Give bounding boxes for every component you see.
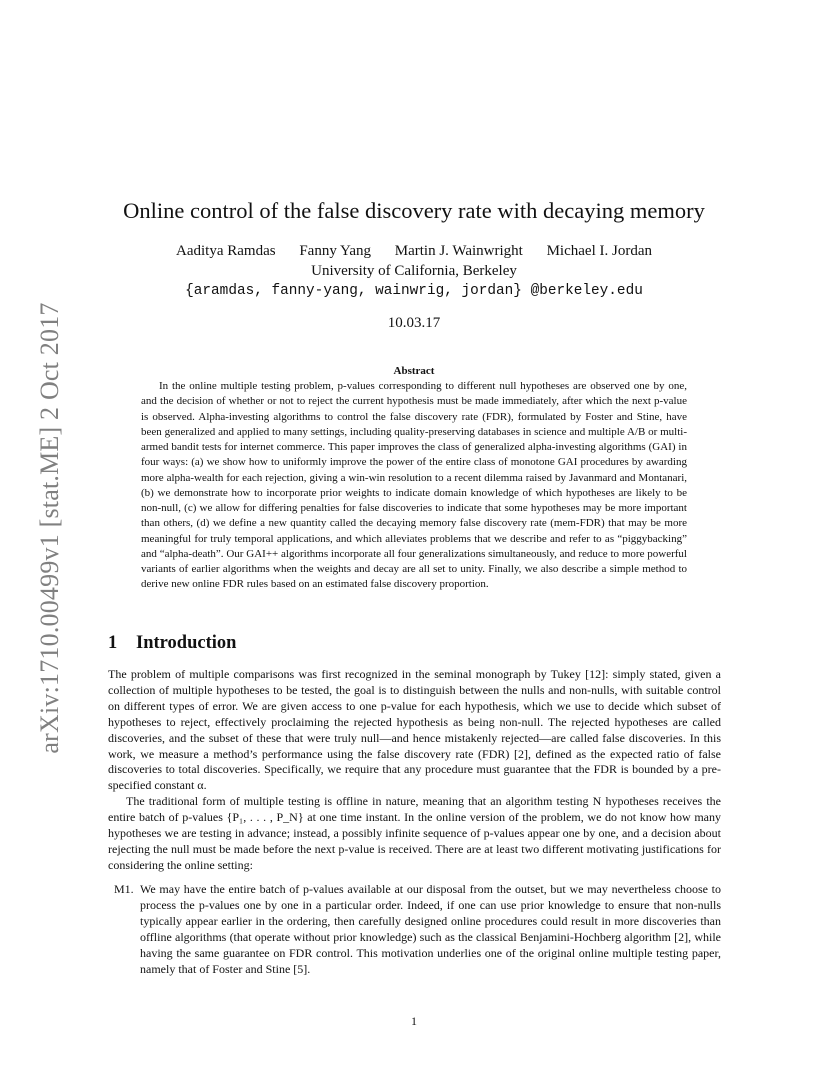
paragraph: The traditional form of multiple testing is offline in nature, meaning that an algorithm testing N hypotheses receives the entire batch of p-values {P₁, . . . , P_N} at one time instant. In the online version of the problem, we do not know how many hypotheses we are testing in advance; instead, a possibly infinite sequence of p-values appear one by one, and a decision about rejecting the null must be made before the next p-value is received. There are at least two different motivating justifications for considering the online setting: [108,794,721,872]
author-name: Fanny Yang [299,243,371,259]
paper-title: Online control of the false discovery rate with decaying memory [123,198,705,223]
section-heading [108,632,236,654]
page-number: 1 [411,1014,417,1028]
author-list [0,242,828,261]
list-item-label: M1. [114,882,134,896]
paragraph: The problem of multiple comparisons was first recognized in the seminal monograph by Tukey [12]: simply stated, given a collection of multiple hypotheses to be tested, the goal is to distinguish between the nulls and non-nulls, with suitable control on different types of error. We are given access to one p-value for each hypothesis, which we use to decide which subset of hypotheses to reject, effectively proclaiming the rejected hypothesis as being non-null. The rejected hypotheses are called discoveries, and the subset of these that were truly null—and hence mistakenly rejected—are called false discoveries. In this work, we measure a method’s performance using the false discovery rate (FDR) [2], defined as the expected ratio of false discoveries to total discoveries. Specifically, we require that any procedure must guarantee that the FDR is bounded by a pre-specified constant α. [108,667,721,793]
list-item [114,882,721,977]
author-name: Martin J. Wainwright [394,243,523,259]
affiliation: University of California, Berkeley [311,263,517,279]
paper-date: 10.03.17 [387,315,441,331]
author-emails: {aramdas, fanny-yang, wainwrig, jordan} @berkeley.edu [185,283,643,299]
abstract-heading: Abstract [393,365,435,377]
list-item-text: We may have the entire batch of p-values available at our disposal from the outset, but we may nevertheless choose to process the p-values one by one in a particular order. Indeed, if one can use prior knowledge to ensure that non-nulls typically appear earlier in the ordering, then carefully designed online procedures could result in more discoveries than offline algorithms (that operate without prior knowledge) such as the classical Benjamini-Hochberg algorithm [2], while having the same guarantee on FDR control. This motivation underlies one of the original online multiple testing paper, namely that of Foster and Stine [5]. [140,882,721,976]
abstract-text: In the online multiple testing problem, p-values corresponding to different null hypotheses are observed one by one, and the decision of whether or not to reject the current hypothesis must be made immediately, after which the next p-value is observed. Alpha-investing algorithms to control the false discovery rate (FDR), formulated by Foster and Stine, have been generalized and applied to many settings, including quality-preserving databases in science and multiple A/B or multi-armed bandit tests for internet commerce. This paper improves the class of generalized alpha-investing algorithms (GAI) in four ways: (a) we show how to uniformly improve the power of the entire class of monotone GAI procedures by awarding more alpha-wealth for each rejection, giving a win-win resolution to a recent dilemma raised by Javanmard and Montanari, (b) we demonstrate how to incorporate prior weights to indicate domain knowledge of which hypotheses are likely to be non-null, (c) we allow for differing penalties for false discoveries to indicate that some hypotheses may be more important than others, (d) we define a new quantity called the decaying memory false discovery rate (mem-FDR) that may be more meaningful for truly temporal applications, and which alleviates problems that we describe and refer to as “piggybacking” and “alpha-death”. Our GAI++ algorithms incorporate all four generalizations simultaneously, and reduce to more powerful variants of earlier algorithms when the weights and decay are all set to unity. Finally, we also describe a simple method to derive new online FDR rules based on an estimated false discovery proportion. [141,380,687,591]
section-title: Introduction [136,633,237,653]
section-number: 1 [108,633,118,653]
section-body [108,667,721,874]
author-name: Michael I. Jordan [546,243,652,259]
author-name: Aaditya Ramdas [176,243,276,259]
arxiv-identifier: arXiv:1710.00499v1 [stat.ME] 2 Oct 2017 [35,302,64,754]
